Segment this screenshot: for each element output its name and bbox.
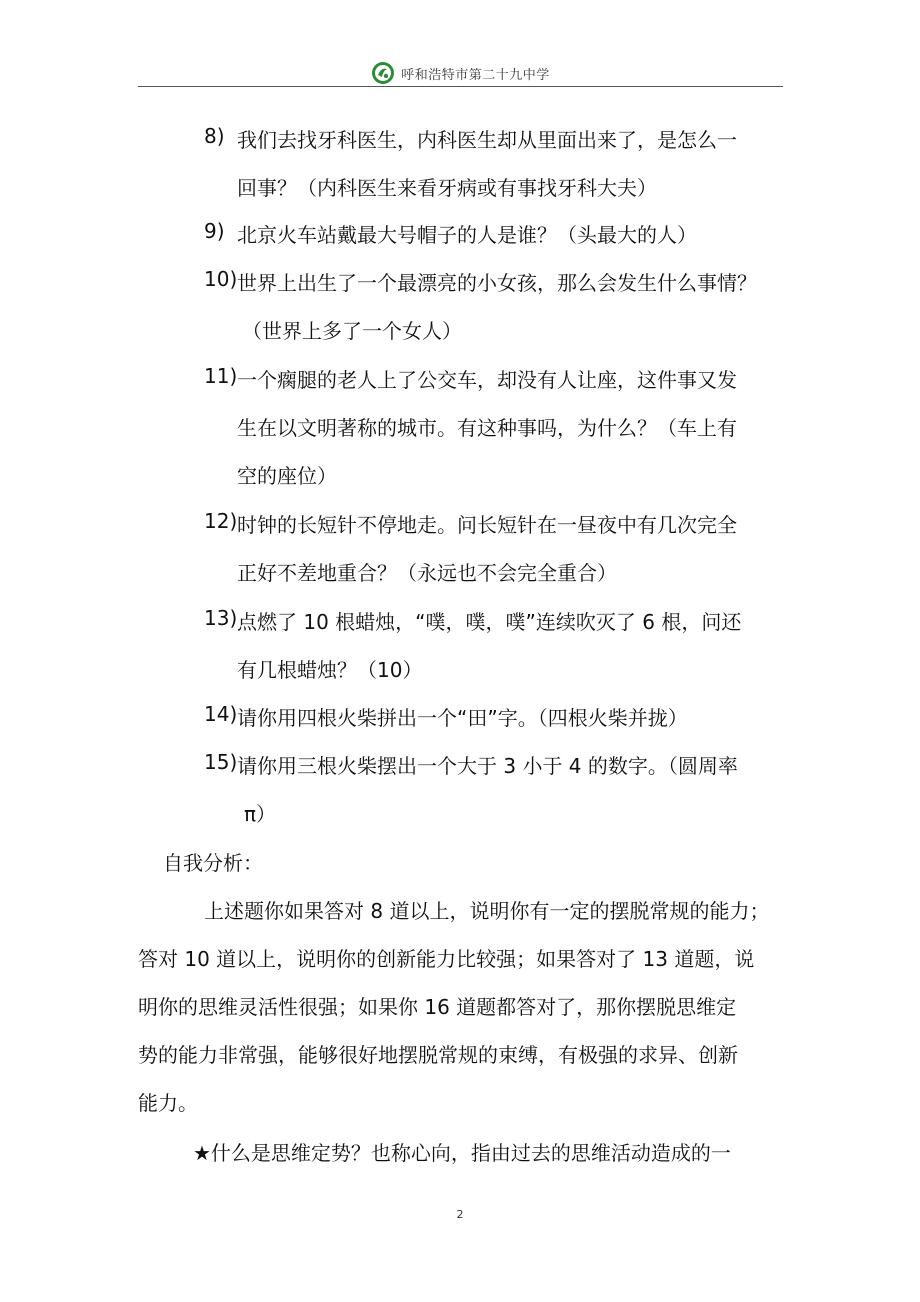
question-text-line: 空的座位） [237,464,337,488]
question-text-line: π） [244,802,277,826]
question-text-line: 生在以文明著称的城市。有这种事吗，为什么？（车上有 [237,416,737,440]
question-text-line: （世界上多了一个女人） [242,319,462,343]
analysis-paragraph-line: 明你的思维灵活性很强；如果你 16 道题都答对了，那你摆脱思维定 [138,995,737,1019]
analysis-heading: 自我分析： [163,851,263,875]
question-text-line: 请你用四根火柴拼出一个“田”字。（四根火柴并拢） [237,706,688,730]
analysis-paragraph-line: 上述题你如果答对 8 道以上，说明你有一定的摆脱常规的能力； [204,899,770,923]
question-text-line: 一个瘸腿的老人上了公交车，却没有人让座，这件事又发 [237,368,737,392]
question-text-line: 我们去找牙科医生，内科医生却从里面出来了，是怎么一 [237,128,737,152]
question-text-line: 时钟的长短针不停地走。问长短针在一昼夜中有几次完全 [237,513,737,537]
page-number: 2 [456,1208,464,1221]
question-text-line: 北京火车站戴最大号帽子的人是谁？（头最大的人） [237,223,697,247]
question-number: 8) [204,124,225,148]
question-text-line: 回事？（内科医生来看牙病或有事找牙科大夫） [237,176,657,200]
school-name: 呼和浩特市第二十九中学 [401,67,550,83]
question-number: 9) [204,219,225,243]
school-logo-icon [371,61,395,85]
analysis-paragraph-line: 势的能力非常强，能够很好地摆脱常规的束缚，有极强的求异、创新 [138,1043,738,1067]
question-text-line: 请你用三根火柴摆出一个大于 3 小于 4 的数字。（圆周率 [237,754,738,778]
question-text-line: 有几根蜡烛？（10） [237,658,423,682]
analysis-paragraph-line: 能力。 [138,1091,198,1115]
question-number: 13) [204,606,238,630]
page-header [138,60,783,87]
question-text-line: 正好不差地重合？（永远也不会完全重合） [237,561,617,585]
question-number: 14) [204,702,238,726]
question-text-line: 点燃了 10 根蜡烛，“噗，噗，噗”连续吹灭了 6 根，问还 [237,610,742,634]
question-text-line: 世界上出生了一个最漂亮的小女孩，那么会发生什么事情？ [237,271,757,295]
definition-paragraph-line: ★什么是思维定势？也称心向，指由过去的思维活动造成的一 [193,1141,731,1165]
question-number: 15) [204,750,238,774]
question-number: 11) [204,364,238,388]
question-number: 10) [204,267,238,291]
question-number: 12) [204,509,238,533]
analysis-paragraph-line: 答对 10 道以上，说明你的创新能力比较强；如果答对了 13 道题，说 [138,947,755,971]
